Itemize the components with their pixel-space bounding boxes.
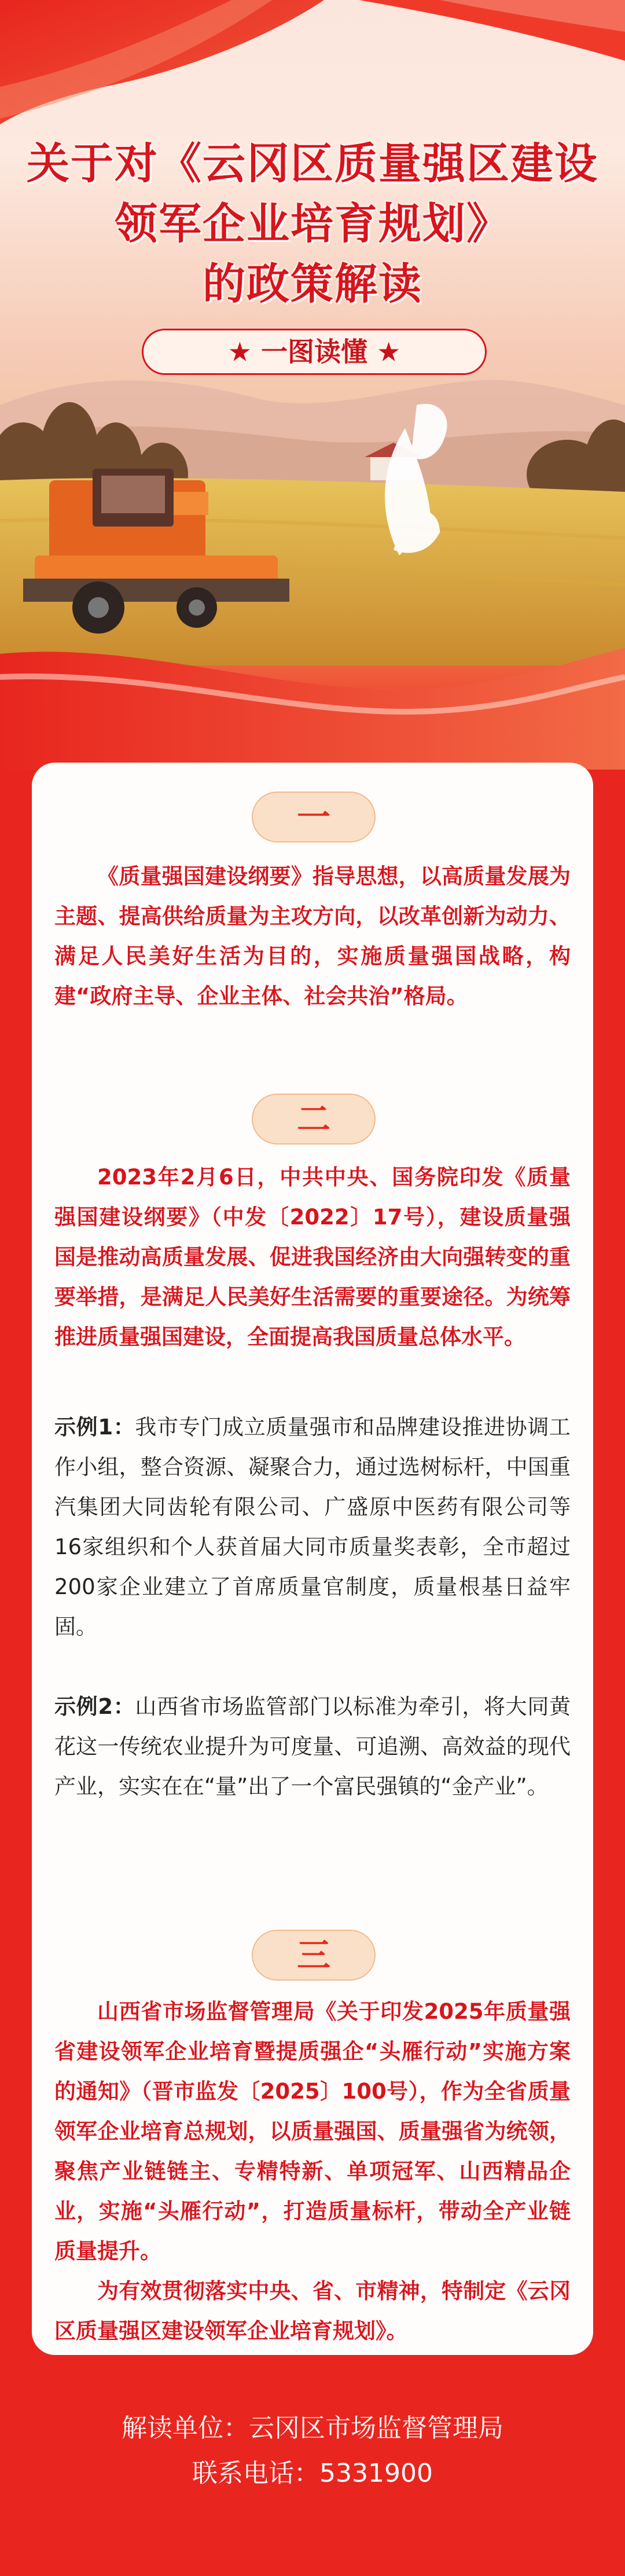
example-1: [54, 1407, 571, 1647]
title-line-1: 关于对《云冈区质量强区建设: [27, 139, 598, 189]
example-1-text: 我市专门成立质量强市和品牌建设推进协调工作小组，整合资源、凝聚合力，通过选树标杆，中国重汽集团大同齿轮有限公司、广盛原中医药有限公司等16家组织和个人获首届大同市质量奖表彰，全市超过200家企业建立了首席质量官制度，质量根基日益牢固。: [54, 1415, 571, 1639]
example-2: [54, 1687, 571, 1806]
title-line-3: 的政策解读: [203, 259, 422, 309]
title-line-2: 领军企业培育规划》: [115, 199, 510, 249]
example-2-label: 示例2：: [54, 1694, 135, 1719]
example-1-label: 示例1：: [54, 1415, 135, 1440]
section-marker-3: 三: [252, 1930, 376, 1981]
example-2-text: 山西省市场监管部门以标准为牵引，将大同黄花这一传统农业提升为可度量、可追溯、高效益的现代产业，实实在在“量”出了一个富民强镇的“金产业”。: [54, 1694, 571, 1799]
section3-text-2: 为有效贯彻落实中央、省、市精神，特制定《云冈区质量强区建设领军企业培育规划》。: [54, 2279, 571, 2343]
hero-illustration: [0, 0, 625, 770]
section1-text: 《质量强国建设纲要》指导思想，以高质量发展为主题、提高供给质量为主攻方向，以改革创新为动力、满足人民美好生活为目的，实施质量强国战略，构建“政府主导、企业主体、社会共治”格局。: [54, 864, 571, 1009]
section-marker-1: 一: [252, 792, 376, 842]
one-chart-badge: ★ 一图读懂 ★: [142, 329, 487, 375]
section-marker-2: 二: [252, 1094, 376, 1145]
footer-unit: 解读单位：云冈区市场监督管理局: [122, 2413, 503, 2443]
hero-banner: [0, 0, 625, 770]
footer-phone: 联系电话：5331900: [192, 2459, 433, 2488]
section3-text-1: 山西省市场监督管理局《关于印发2025年质量强省建设领军企业培育暨提质强企“头雁行动”实施方案的通知》（晋市监发〔2025〕100号），作为全省质量领军企业培育总规划，以质量强国、质量强省为统领，聚焦产业链链主、专精特新、单项冠军、山西精品企业，实施“头雁行动”，打造质量标杆，带动全产业链质量提升。: [54, 1999, 571, 2264]
section2-text: 2023年2月6日，中共中央、国务院印发《质量强国建设纲要》（中发〔2022〕17号），建设质量强国是推动高质量发展、促进我国经济由大向强转变的重要举措，是满足人民美好生活需要的重要途径。为统筹推进质量强国建设，全面提高我国质量总体水平。: [54, 1165, 571, 1349]
red-wave-bottom: [0, 648, 625, 770]
